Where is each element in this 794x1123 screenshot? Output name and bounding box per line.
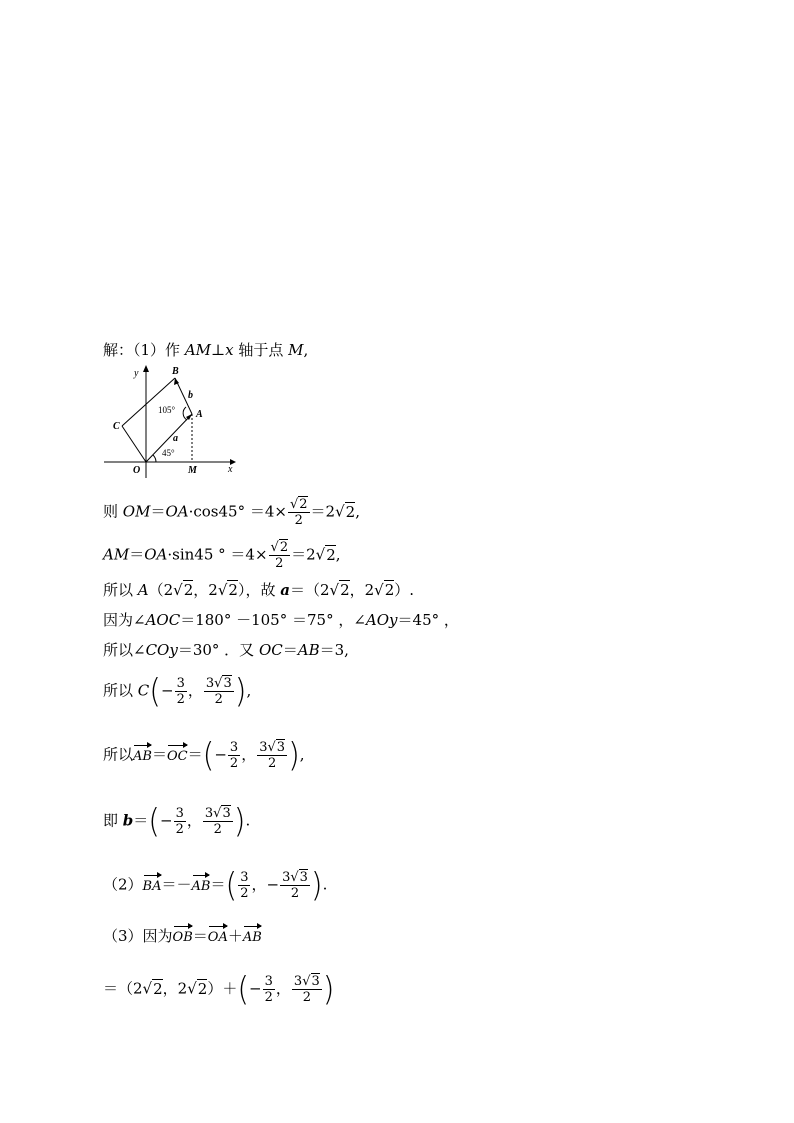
line-angle-aoc: 因为∠AOC＝180° －105° ＝75° ，∠AOy＝45° ， bbox=[103, 611, 459, 629]
line-am: AM＝OA·sin45 ° ＝4× $\frac{√2}{2}$ ＝2√2, bbox=[103, 540, 341, 571]
angle-45-arc bbox=[153, 455, 156, 462]
label-105: 105° bbox=[158, 405, 176, 415]
line-ob: （3）因为OB＝OA＋AB bbox=[103, 926, 262, 948]
line-ba: （2）BA＝－AB＝( $\frac{3}{2}$ ，− $\frac{3√3}{2}$ ). bbox=[103, 865, 328, 905]
text: 解：（1）作 bbox=[103, 341, 185, 359]
text: , bbox=[303, 341, 309, 359]
line-om: 则 OM＝OA·cos45° ＝4× $\frac{√2}{2}$ ＝2√2, bbox=[103, 497, 360, 528]
label-o: O bbox=[133, 465, 141, 476]
math-var: AM bbox=[103, 545, 130, 564]
text: ＝2 bbox=[291, 545, 316, 564]
y-axis-arrow bbox=[143, 365, 149, 372]
math-var: x bbox=[225, 341, 234, 359]
math-var: OM bbox=[122, 502, 151, 521]
segment-bc bbox=[122, 378, 175, 426]
text: 轴于点 bbox=[233, 341, 289, 359]
text: ⊥ bbox=[211, 341, 226, 359]
segment-co bbox=[122, 426, 146, 462]
fraction: $\frac{√2}{2}$ bbox=[289, 497, 308, 528]
line-ob-sum: ＝（2√2，2√2）＋(− $\frac{3}{2}$ ， $\frac{3√3}{2}$ ) bbox=[103, 969, 335, 1009]
label-b: B bbox=[172, 366, 179, 377]
label-45: 45° bbox=[162, 448, 175, 458]
label-a: A bbox=[196, 409, 203, 420]
angle-105-arc bbox=[183, 407, 187, 420]
solution-heading bbox=[103, 340, 308, 360]
label-c: C bbox=[113, 421, 120, 432]
fraction: $\frac{√2}{2}$ bbox=[270, 540, 289, 571]
text: , bbox=[335, 545, 341, 564]
text: ·sin45 ° ＝4× bbox=[167, 545, 268, 564]
label-vec-a: a bbox=[173, 433, 178, 444]
text: ＝ bbox=[150, 502, 166, 521]
text: ＝2 bbox=[310, 502, 336, 521]
coordinate-figure bbox=[100, 362, 240, 480]
math-var: OA bbox=[165, 502, 189, 521]
label-vec-b: b bbox=[188, 390, 193, 401]
line-ab-oc: 所以AB＝OC＝(− $\frac{3}{2}$ ， $\frac{3√3}{2}$ ), bbox=[103, 735, 305, 775]
math-var: M bbox=[288, 341, 304, 359]
label-x: x bbox=[228, 464, 233, 475]
line-a-coords: 所以 A（2√2，2√2），故 a＝（2√2，2√2）. bbox=[103, 581, 415, 599]
line-b-value: 即 b＝(− $\frac{3}{2}$ ， $\frac{3√3}{2}$ ). bbox=[103, 801, 251, 841]
label-y: y bbox=[134, 368, 139, 379]
text: ＝ bbox=[129, 545, 145, 564]
line-c-coords: 所以 C(− $\frac{3}{2}$ ， $\frac{3√3}{2}$ ), bbox=[103, 671, 252, 711]
text: , bbox=[355, 502, 360, 521]
line-angle-coy: 所以∠COy＝30° ．又 OC＝AB＝3, bbox=[103, 641, 349, 659]
text: ·cos45° ＝4× bbox=[188, 502, 287, 521]
math-var: OA bbox=[144, 545, 168, 564]
math-var: AM bbox=[184, 341, 212, 359]
label-m: M bbox=[188, 465, 197, 476]
text: 则 bbox=[103, 502, 123, 521]
